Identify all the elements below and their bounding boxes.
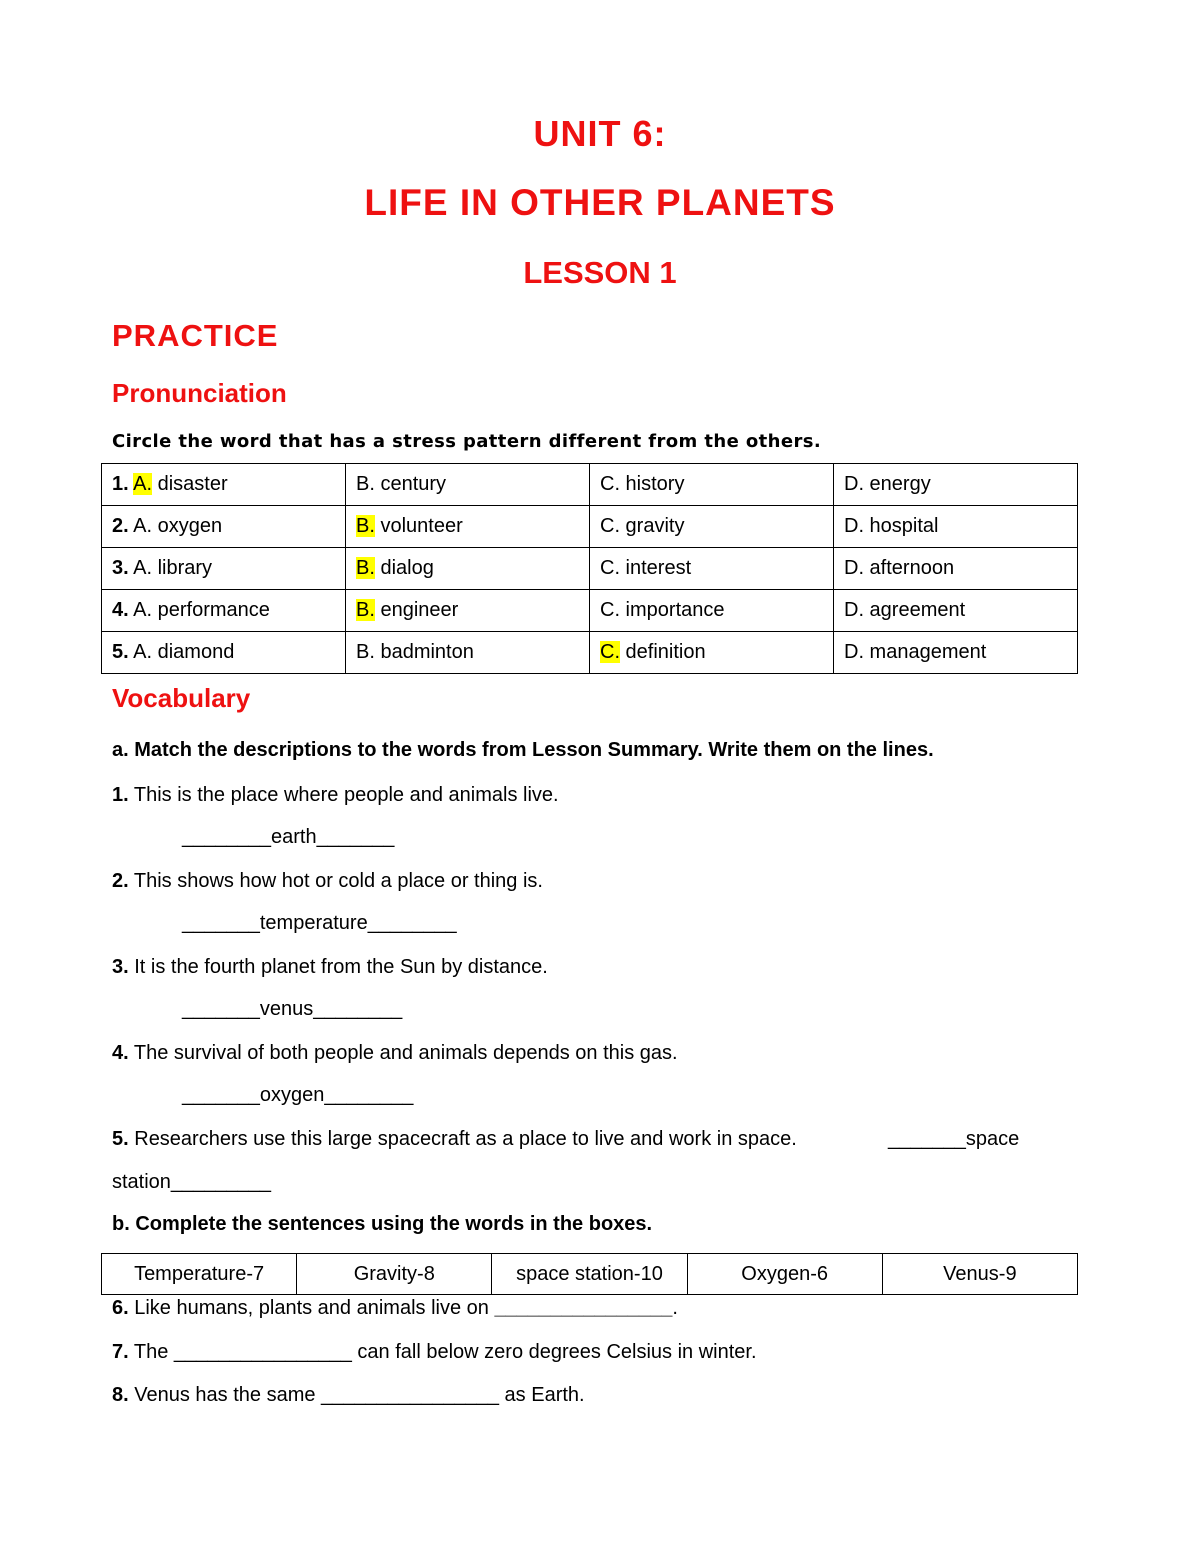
option-word: performance [152,599,270,621]
option-cell[interactable] [102,590,346,632]
option-letter: C. [600,557,620,579]
part-b-instruction: b. Complete the sentences using the words in the boxes. [112,1213,653,1235]
question-number: 5. [112,641,129,663]
option-cell[interactable] [834,464,1078,506]
option-letter: C. [600,599,620,621]
option-cell[interactable] [834,590,1078,632]
option-cell[interactable] [590,464,834,506]
vocab-item-5: 5. Researchers use this large spacecraft as a place to live and work in space. [112,1128,797,1150]
pronunciation-row [102,590,1078,632]
option-word: history [620,473,685,495]
blank-line[interactable]: ________________ [494,1297,673,1319]
option-word: afternoon [864,557,955,579]
option-letter: B. [356,557,375,579]
blank-line[interactable]: ________________ [321,1384,499,1406]
option-word: hospital [864,515,939,537]
word-box-cell: Oxygen-6 [687,1254,882,1295]
pronunciation-row [102,632,1078,674]
option-letter: B. [356,473,375,495]
unit-title: UNIT 6: [533,113,667,154]
option-word: definition [620,641,706,663]
vocab-answer-5a: _______space [888,1128,1020,1150]
word-box-cell: Venus-9 [882,1254,1077,1295]
option-letter: B. [356,515,375,537]
option-letter: A. [133,473,153,495]
option-cell[interactable] [102,506,346,548]
vocab-item-2: 2. This shows how hot or cold a place or thing is. [112,870,543,892]
vocab-answer-1: ________earth_______ [182,826,395,848]
option-cell[interactable] [590,506,834,548]
option-letter: D. [844,473,864,495]
pronunciation-instruction: Circle the word that has a stress pattern different from the others. [112,431,822,452]
option-cell[interactable] [590,632,834,674]
option-letter: A. [133,557,153,579]
option-cell[interactable] [834,632,1078,674]
pronunciation-table [101,463,1078,674]
option-letter: C. [600,515,620,537]
option-cell[interactable] [346,464,590,506]
vocab-answer-4: _______oxygen________ [182,1084,414,1106]
word-box-cell: Gravity-8 [297,1254,492,1295]
option-cell[interactable] [590,548,834,590]
question-number: 3. [112,557,129,579]
word-box-table [101,1253,1078,1295]
option-cell[interactable] [102,464,346,506]
option-cell[interactable] [346,632,590,674]
option-cell[interactable] [590,590,834,632]
option-cell[interactable] [834,548,1078,590]
option-letter: B. [356,599,375,621]
option-letter: C. [600,641,620,663]
option-word: diamond [152,641,235,663]
vocab-item-3: 3. It is the fourth planet from the Sun by distance. [112,956,548,978]
question-number: 2. [112,515,129,537]
pronunciation-row [102,506,1078,548]
option-word: management [864,641,987,663]
vocab-item-4: 4. The survival of both people and animals depends on this gas. [112,1042,678,1064]
option-word: oxygen [152,515,223,537]
option-cell[interactable] [346,548,590,590]
option-letter: A. [133,641,153,663]
option-word: badminton [374,641,474,663]
question-number: 1. [112,473,129,495]
option-word: gravity [620,515,685,537]
blank-line[interactable]: ________________ [173,1341,352,1363]
option-word: agreement [864,599,966,621]
option-letter: D. [844,557,864,579]
option-letter: A. [133,515,153,537]
option-word: dialog [374,557,434,579]
option-cell[interactable] [102,632,346,674]
vocab-item-1: 1. This is the place where people and animals live. [112,784,559,806]
option-word: library [152,557,213,579]
part-a-instruction: a. Match the descriptions to the words from Lesson Summary. Write them on the lines. [112,739,934,761]
lesson-title: LESSON 1 [523,255,677,290]
practice-heading: PRACTICE [112,318,279,353]
sentence-8: 8. Venus has the same ________________ as Earth. [112,1384,585,1406]
option-letter: C. [600,473,620,495]
pronunciation-row [102,548,1078,590]
option-word: engineer [374,599,459,621]
option-letter: B. [356,641,375,663]
option-cell[interactable] [834,506,1078,548]
vocab-answer-3: _______venus________ [182,998,403,1020]
pronunciation-heading: Pronunciation [112,378,287,408]
pronunciation-row [102,464,1078,506]
vocabulary-heading: Vocabulary [112,683,251,713]
word-box-cell: space station-10 [492,1254,687,1295]
option-word: century [374,473,447,495]
topic-title: LIFE IN OTHER PLANETS [364,182,836,223]
option-word: importance [620,599,725,621]
option-letter: D. [844,599,864,621]
option-letter: A. [133,599,153,621]
question-number: 4. [112,599,129,621]
vocab-answer-2: _______temperature________ [182,912,457,934]
option-word: volunteer [374,515,463,537]
sentence-6: 6. Like humans, plants and animals live on ________________. [112,1297,678,1319]
word-box-cell: Temperature-7 [102,1254,297,1295]
option-cell[interactable] [102,548,346,590]
option-cell[interactable] [346,590,590,632]
vocab-answer-5b: station_________ [112,1171,272,1193]
option-cell[interactable] [346,506,590,548]
sentence-7: 7. The ________________ can fall below zero degrees Celsius in winter. [112,1341,757,1363]
option-word: energy [864,473,931,495]
option-letter: D. [844,515,864,537]
option-letter: D. [844,641,864,663]
option-word: disaster [152,473,228,495]
option-word: interest [620,557,692,579]
